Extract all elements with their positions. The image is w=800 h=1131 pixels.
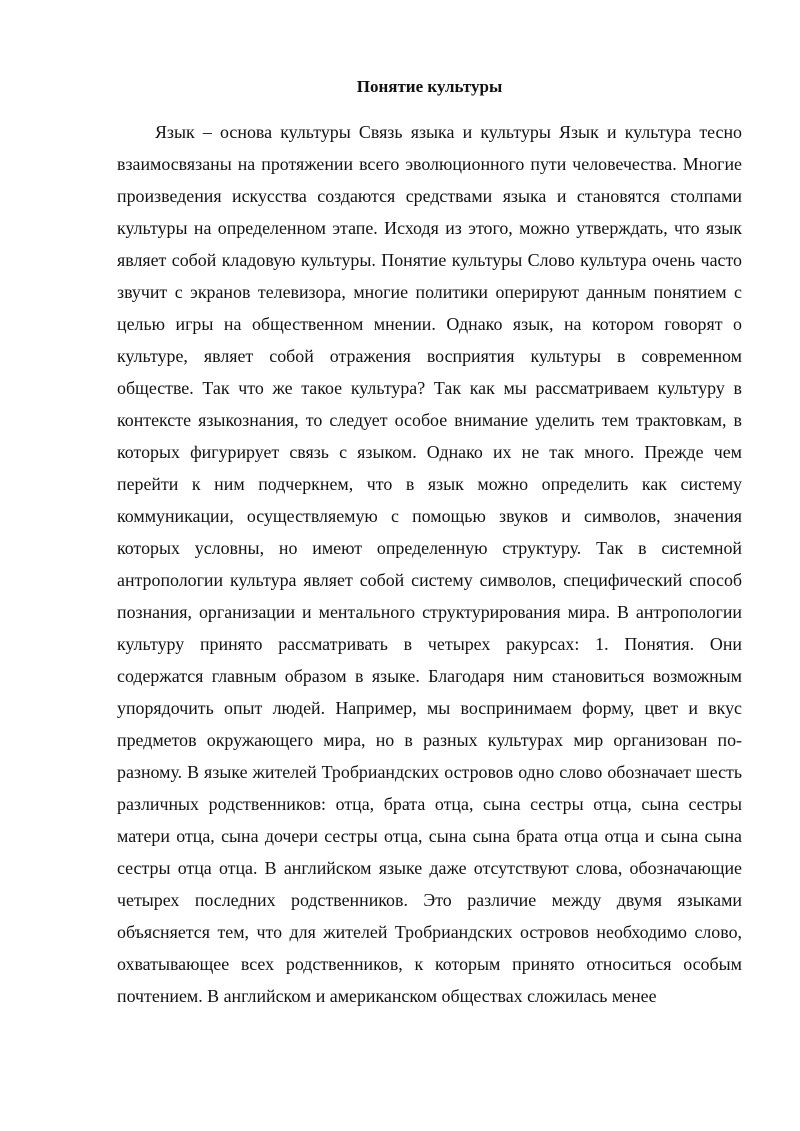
document-title: Понятие культуры bbox=[356, 77, 503, 96]
document-paragraph: Язык – основа культуры Связь языка и культуры Язык и культура тесно взаимосвязаны на протяжении всего эволюционного пути человечества. Многие произведения искусства создаются средствами языка и становятся столпами культуры на определенном этапе. Исходя из этого, можно утверждать, что язык являет собой кладовую культуры. Понятие культуры Слово культура очень часто звучит с экранов телевизора, многие политики оперируют данным понятием с целью игры на общественном мнении. Однако язык, на котором говорят о культуре, являет собой отражения восприятия культуры в современном обществе. Так что же такое культура? Так как мы рассматриваем культуру в контексте языкознания, то следует особое внимание уделить тем трактовкам, в которых фигурирует связь с языком. Однако их не так много. Прежде чем перейти к ним подчеркнем, что в язык можно определить как систему коммуникации, осуществляемую с помощью звуков и символов, значения которых условны, но имеют определенную структуру. Так в системной антропологии культура являет собой систему символов, специфический способ познания, организации и ментального структурирования мира. В антропологии культуру принято рассматривать в четырех ракурсах: 1. Понятия. Они содержатся главным образом в языке. Благодаря ним становиться возможным упорядочить опыт людей. Например, мы воспринимаем форму, цвет и вкус предметов окружающего мира, но в разных культурах мир организован по-разному. В языке жителей Тробриандских островов одно слово обозначает шесть различных родственников: отца, брата отца, сына сестры отца, сына сестры матери отца, сына дочери сестры отца, сына сына брата отца отца и сына сына сестры отца отца. В английском языке даже отсутствуют слова, обозначающие четырех последних родственников. Это различие между двумя языками объясняется тем, что для жителей Тробриандских островов необходимо слово, охватывающее всех родственников, к которым принято относиться особым почтением. В английском и американском обществах сложилась менее bbox=[117, 122, 742, 1006]
